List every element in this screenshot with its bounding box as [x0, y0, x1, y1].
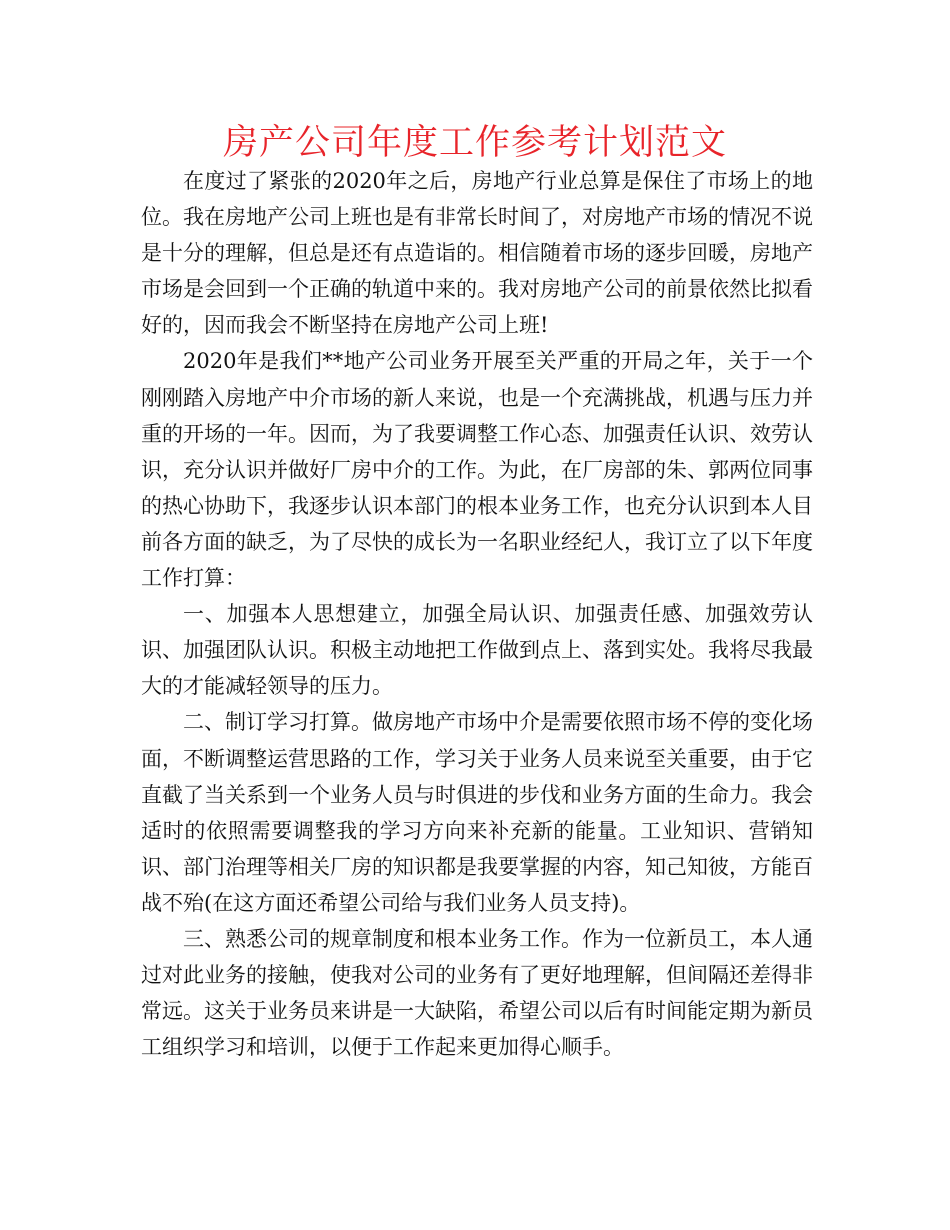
paragraph-item-one: 一、加强本人思想建立，加强全局认识、加强责任感、加强效劳认识、加强团队认识。积极主动地把工作做到点上、落到实处。我将尽我最大的才能减轻领导的压力。 — [141, 602, 813, 699]
paragraph-plan-overview: 2020年是我们**地产公司业务开展至关严重的开局之年，关于一个刚刚踏入房地产中介市场的新人来说，也是一个充满挑战，机遇与压力并重的开场的一年。因而，为了我要调整工作心态、加强责任认识、效劳认识，充分认识并做好厂房中介的工作。为此，在厂房部的朱、郭两位同事的热心协助下，我逐步认识本部门的根本业务工作，也充分认识到本人目前各方面的缺乏，为了尽快的成长为一名职业经纪人，我订立了以下年度工作打算： — [141, 349, 813, 591]
paragraph-item-two: 二、制订学习打算。做房地产市场中介是需要依照市场不停的变化场面，不断调整运营思路的工作，学习关于业务人员来说至关重要，由于它直截了当关系到一个业务人员与时俱进的步伐和业务方面的生命力。我会适时的依照需要调整我的学习方向来补充新的能量。工业知识、营销知识、部门治理等相关厂房的知识都是我要掌握的内容，知己知彼，方能百战不殆(在这方面还希望公司给与我们业务人员支持)。 — [141, 710, 813, 915]
document-body — [141, 163, 813, 1065]
paragraph-item-three: 三、熟悉公司的规章制度和根本业务工作。作为一位新员工，本人通过对此业务的接触，使我对公司的业务有了更好地理解，但间隔还差得非常远。这关于业务员来讲是一大缺陷，希望公司以后有时间能定期为新员工组织学习和培训，以便于工作起来更加得心顺手。 — [141, 926, 813, 1060]
document-title: 房产公司年度工作参考计划范文 — [222, 123, 727, 163]
paragraph-intro: 在度过了紧张的2020年之后，房地产行业总算是保住了市场上的地位。我在房地产公司上班也是有非常长时间了，对房地产市场的情况不说是十分的理解，但总是还有点造诣的。相信随着市场的逐步回暖，房地产市场是会回到一个正确的轨道中来的。我对房地产公司的前景依然比拟看好的，因而我会不断坚持在房地产公司上班! — [141, 169, 813, 338]
